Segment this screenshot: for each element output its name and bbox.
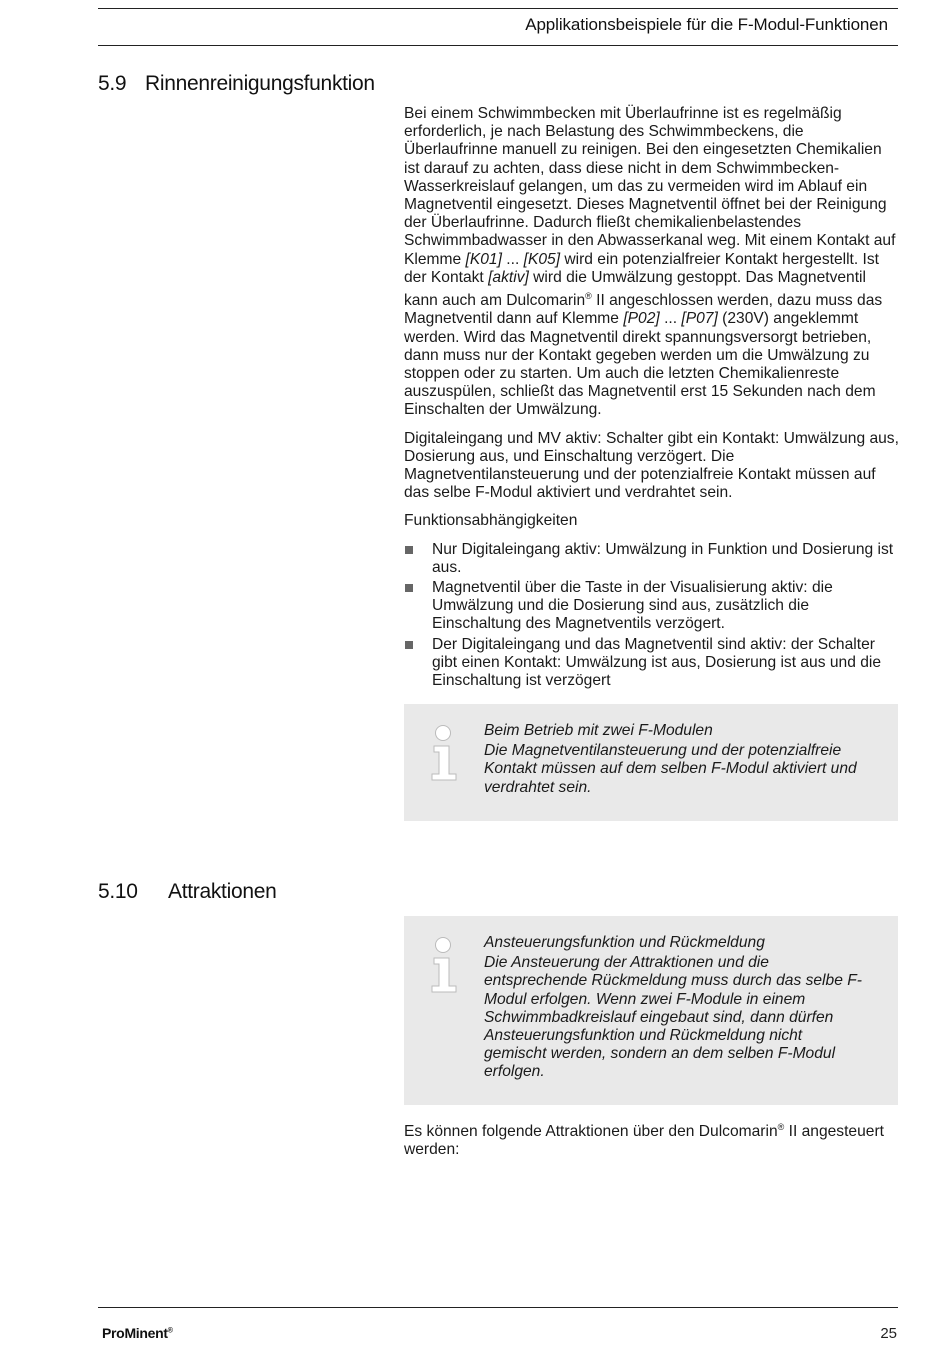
note-body: Die Magnetventilansteuerung und der potenzialfreie Kontakt müssen auf dem selben F-Modul aktiviert und verdrahtet sein. (484, 742, 857, 796)
section-body-5-10 (404, 1118, 900, 1170)
list-item: Nur Digitaleingang aktiv: Umwälzung in Funktion und Dosierung ist aus. (404, 541, 900, 577)
paragraph-2: Digitaleingang und MV aktiv: Schalter gibt ein Kontakt: Umwälzung aus, Dosierung aus, und Einschaltung verzögert. Die Magnetventilansteuerung und der potenzialfreie Kontakt müssen auf das selbe F-Modul aktiviert und verdrahtet sein. (404, 429, 899, 502)
paragraph-1: Es können folgende Attraktionen über den Dulcomarin® II angesteuert werden: (404, 1122, 884, 1159)
note-text (484, 934, 864, 1082)
section-body-5-9 (404, 105, 900, 692)
note-body: Die Ansteuerung der Attraktionen und die entsprechende Rückmeldung muss durch das selbe F-Modul erfolgen. Wenn zwei F-Module in einem Schwimmbadkreislauf eingebaut sind, dann dürfen Ansteuerungsfunktion und Rückmeldung nicht gemischt werden, sondern an dem selben F-Modul erfolgen. (484, 954, 862, 1081)
header-underline (98, 45, 898, 46)
info-note-5-9 (404, 704, 898, 821)
section-title: Attraktionen (168, 880, 277, 903)
header-title: Applikationsbeispiele für die F-Modul-Funktionen (525, 15, 888, 34)
section-title: Rinnenreinigungsfunktion (145, 72, 375, 95)
note-title: Ansteuerungsfunktion und Rückmeldung (484, 934, 765, 951)
section-number: 5.9 (98, 72, 127, 95)
list-item: Der Digitaleingang und das Magnetventil sind aktiv: der Schalter gibt einen Kontakt: Umwälzung ist aus, Dosierung ist aus und die Einschaltung ist verzögert (404, 636, 900, 691)
note-text (484, 722, 864, 797)
bullet-square-icon (405, 546, 413, 554)
paragraph-1: Bei einem Schwimmbecken mit Überlaufrinne ist es regelmäßig erforderlich, je nach Belastung des Schwimmbeckens, die Überlaufrinne manuell zu reinigen. Bei den eingesetzten Chemikalien ist darauf zu achten, dass diese nicht in dem Schwimmbecken-Wasserkreislauf gelangen, um das zu vermeiden wird im Ablauf ein Magnetventil eingesetzt. Dieses Magnetventil öffnet bei der Reinigung der Überlaufrinne. Dadurch fließt chemikalienbelastendes Schwimmbadwasser in den Abwasserkanal weg. Mit einem Kontakt auf Klemme [K01] ... [K05] wird ein potenzialfreier Kontakt hergestellt. Ist der Kontakt [aktiv] wird die Umwälzung gestoppt. Das Magnetventil kann auch am Dulcomarin® II angeschlossen werden, dazu muss das Magnetventil dann auf Klemme [P02] ... [P07] (230V) angeklemmt werden. Wird das Magnetventil direkt spannungsversorgt betrieben, dann muss nur der Kontakt gegeben werden um die Umwälzung zu stoppen oder zu starten. Um auch die letzten Chemikalienreste auszuspülen, schließt das Magnetventil erst 15 Sekunden nach dem Einschalten der Umwälzung. (404, 105, 896, 419)
page-number: 25 (880, 1325, 897, 1342)
info-icon (428, 724, 462, 782)
header-rule (98, 8, 898, 9)
bullet-square-icon (405, 641, 413, 649)
info-note-5-10 (404, 916, 898, 1105)
section-number: 5.10 (98, 880, 138, 903)
footer-rule (98, 1307, 898, 1308)
list-item: Magnetventil über die Taste in der Visualisierung aktiv: die Umwälzung und die Dosierung sind aus, zusätzlich die Einschaltung des Magnetventils verzögert. (404, 579, 900, 634)
section-heading-5-10 (98, 880, 276, 904)
note-title: Beim Betrieb mit zwei F-Modulen (484, 722, 713, 739)
bullet-square-icon (405, 584, 413, 592)
dependency-list (404, 541, 900, 691)
prominent-logo: ProMinent® (102, 1325, 173, 1341)
info-icon (428, 936, 462, 994)
paragraph-3: Funktionsabhängigkeiten (404, 512, 578, 530)
section-heading-5-9 (98, 72, 375, 96)
